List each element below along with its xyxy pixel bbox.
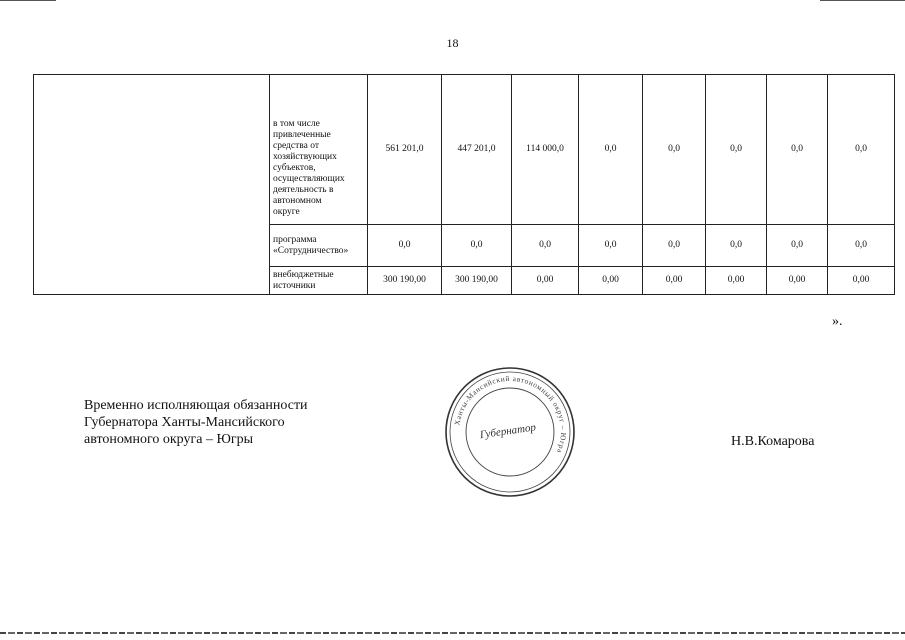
value-cell: 0,00 — [579, 267, 643, 295]
page-number: 18 — [446, 36, 459, 50]
blank-cell — [34, 75, 270, 295]
seal-ring-text: Ханты-Мансийский автономный округ – Югра — [452, 373, 569, 455]
value-cell: 0,0 — [368, 225, 442, 267]
official-seal — [440, 362, 580, 502]
scan-bottom-edge — [0, 632, 905, 634]
value-cell: 0,0 — [579, 225, 643, 267]
signer-title-line: Губернатора Ханты-Мансийского — [84, 415, 285, 430]
value-cell: 0,0 — [767, 75, 828, 225]
value-cell: 0,0 — [767, 225, 828, 267]
value-cell: 0,0 — [442, 225, 512, 267]
value-cell: 0,0 — [706, 225, 767, 267]
closing-quote: ». — [832, 314, 843, 329]
value-cell: 561 201,0 — [368, 75, 442, 225]
row-label: программа «Сотрудничество» — [270, 225, 368, 267]
value-cell: 0,00 — [643, 267, 706, 295]
value-cell: 0,0 — [828, 75, 895, 225]
value-cell: 0,0 — [643, 75, 706, 225]
signer-title — [84, 397, 308, 448]
seal-center-text: Губернатор — [479, 421, 537, 442]
value-cell: 0,0 — [512, 225, 579, 267]
value-cell: 0,0 — [579, 75, 643, 225]
value-cell: 0,00 — [706, 267, 767, 295]
scan-edge-mark — [0, 0, 56, 1]
value-cell: 447 201,0 — [442, 75, 512, 225]
value-cell: 114 000,0 — [512, 75, 579, 225]
scan-edge-mark — [820, 0, 905, 1]
signer-title-line: Временно исполняющая обязанности — [84, 398, 308, 413]
value-cell: 0,0 — [828, 225, 895, 267]
value-cell: 0,0 — [706, 75, 767, 225]
row-label: внебюджетные источники — [270, 267, 368, 295]
table-row — [34, 75, 895, 225]
value-cell: 300 190,00 — [368, 267, 442, 295]
budget-table — [33, 74, 895, 295]
signer-name: Н.В.Комарова — [731, 434, 815, 449]
value-cell: 300 190,00 — [442, 267, 512, 295]
value-cell: 0,00 — [512, 267, 579, 295]
value-cell: 0,00 — [767, 267, 828, 295]
signer-title-line: автономного округа – Югры — [84, 432, 253, 447]
value-cell: 0,00 — [828, 267, 895, 295]
row-label: в том числе привлеченные средства от хозяйствующих субъектов, осуществляющих деятельность в автономном округе — [270, 75, 368, 225]
value-cell: 0,0 — [643, 225, 706, 267]
